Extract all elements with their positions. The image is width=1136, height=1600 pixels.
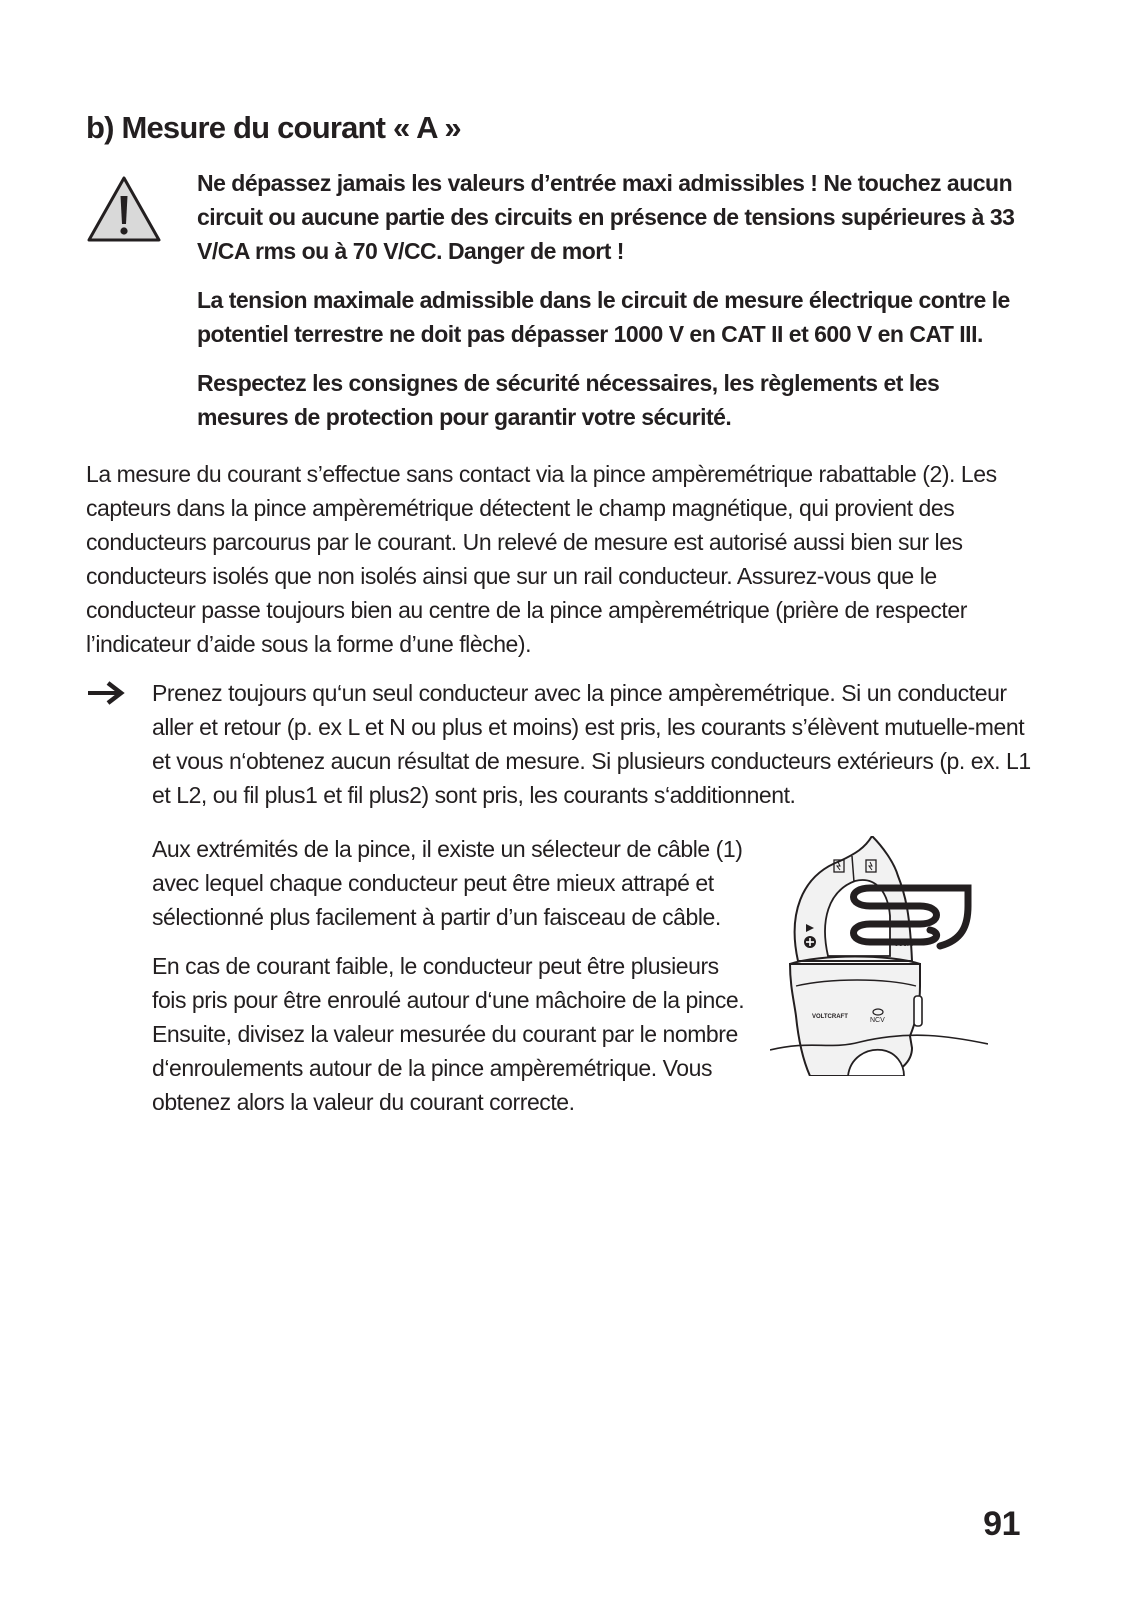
note-text: Prenez toujours qu‘un seul conducteur avec la pince ampèremétrique. Si un conducteur aller et retour (p. ex L et N ou plus et moins) est pris, les courants s’élèvent mutuelle-ment et vous n‘obtenez aucun résultat de mesure. Si plusieurs conducteurs extérieurs (p. ex. L1 et L2, ou fil plus1 et fil plus2) sont pris, les courants s‘additionnent.: [152, 680, 1031, 808]
figure-brand-label: VOLTCRAFT: [812, 1014, 848, 1020]
arrow-right-icon: [86, 680, 126, 706]
side-paragraph: Aux extrémités de la pince, il existe un sélecteur de câble (1) avec lequel chaque conducteur peut être mieux attrapé et sélectionné plus facilement à partir d’un faisceau de câble.: [152, 836, 743, 930]
side-paragraph: En cas de courant faible, le conducteur peut être plusieurs fois pris pour être enroulé autour d‘une mâchoire de la pince. Ensuite, divisez la valeur mesurée du courant par le nombre d‘enroulements autour de la pince ampèremétrique. Vous obtenez alors la valeur du courant correcte.: [152, 953, 745, 1115]
clamp-meter-illustration: [770, 836, 988, 1076]
warning-paragraph: Ne dépassez jamais les valeurs d’entrée maxi admissibles ! Ne touchez aucun circuit ou aucune partie des circuits en présence de tensions supérieures à 33 V/CA rms ou à 70 V/CC. Danger de mort !: [197, 170, 1015, 264]
warning-paragraph: Respectez les consignes de sécurité nécessaires, les règlements et les mesures de protection pour garantir votre sécurité.: [197, 370, 940, 430]
figure-ncv-label: NCV: [870, 1017, 885, 1024]
page-number: 91: [983, 1505, 1020, 1543]
body-paragraph: La mesure du courant s’effectue sans contact via la pince ampèremétrique rabattable (2). Les capteurs dans la pince ampèremétrique détectent le champ magnétique, qui provient des conducteurs parcourus par le courant. Un relevé de mesure est autorisé aussi bien sur les conducteurs isolés que non isolés ainsi que sur un rail conducteur. Assurez-vous que le conducteur passe toujours bien au centre de la pince ampèremétrique (prière de respecter l’indicateur d’aide sous la forme d’une flèche).: [86, 461, 997, 657]
section-title: b) Mesure du courant « A »: [86, 110, 461, 145]
warning-paragraph: La tension maximale admissible dans le circuit de mesure électrique contre le potentiel terrestre ne doit pas dépasser 1000 V en CAT II et 600 V en CAT III.: [197, 287, 1010, 347]
figure-rating-label: 600A: [894, 939, 913, 948]
warning-texts: [197, 166, 1027, 449]
warning-triangle-icon: [86, 174, 162, 244]
side-paragraphs: [152, 832, 752, 1134]
